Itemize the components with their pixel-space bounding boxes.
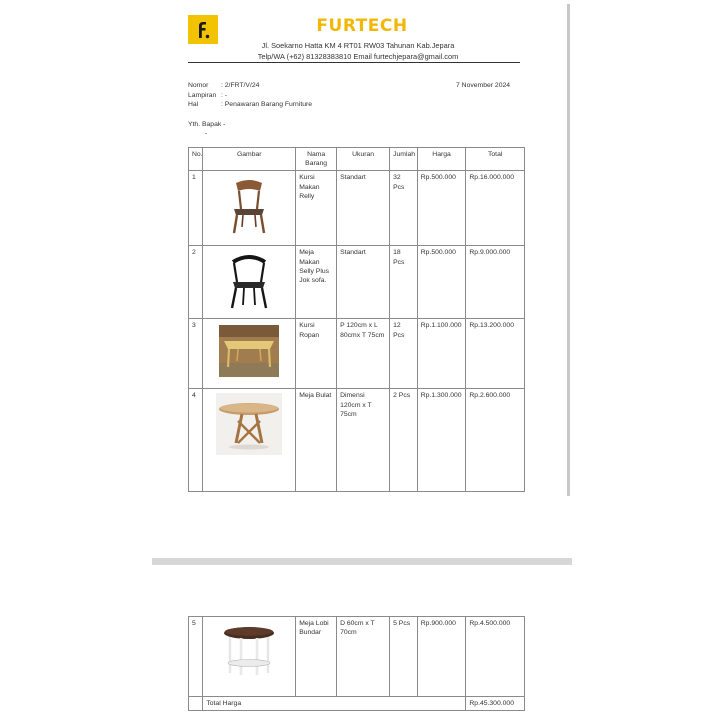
row-total: Rp.13.200.000 [466, 319, 525, 389]
row-qty: 5 Pcs [390, 617, 418, 697]
wooden-chair-icon [219, 175, 279, 237]
nomor-line [188, 82, 259, 89]
row-name: Meja Makan Selly Plus Jok sofa. [296, 246, 337, 319]
row-image [203, 246, 296, 319]
company-address: Jl. Soekarno Hatta KM 4 RT01 RW03 Tahunan Kab.Jepara [261, 41, 455, 50]
row-image [203, 171, 296, 246]
header-size: Ukuran [337, 148, 390, 171]
row-price: Rp.500.000 [417, 246, 466, 319]
row-total: Rp.4.500.000 [466, 617, 525, 697]
header-image: Gambar [203, 148, 296, 171]
row-size: P 120cm x L 80cmx T 75cm [337, 319, 390, 389]
total-row-blank [189, 697, 203, 711]
row-price: Rp.1.100.000 [417, 319, 466, 389]
teak-table-icon [218, 323, 280, 379]
row-price: Rp.1.300.000 [417, 389, 466, 492]
table-row [189, 617, 525, 697]
row-qty: 32 Pcs [390, 171, 418, 246]
offer-table [188, 147, 525, 492]
table-row [189, 389, 525, 492]
greeting-dash: - [205, 130, 208, 137]
row-image [203, 617, 296, 697]
page-divider [152, 558, 572, 565]
furtech-logo-icon [188, 15, 218, 44]
nomor-label: Nomor [188, 82, 209, 89]
row-name: Meja Lobi Bundar [296, 617, 337, 697]
hal-line [188, 101, 312, 108]
row-image [203, 389, 296, 492]
nomor-value: : 2/FRT/V/24 [221, 82, 260, 89]
row-size: D 60cm x T 70cm [337, 617, 390, 697]
row-total: Rp.2.600.000 [466, 389, 525, 492]
header-total: Total [466, 148, 525, 171]
table-row [189, 246, 525, 319]
black-chair-icon [219, 250, 279, 312]
row-qty: 2 Pcs [390, 389, 418, 492]
header-name: Nama Barang [296, 148, 337, 171]
header-qty: Jumlah [390, 148, 418, 171]
furtech-logo [188, 15, 218, 44]
round-table-icon [216, 393, 282, 455]
greeting: Yth. Bapak - [188, 121, 226, 128]
offer-table-continued [188, 616, 525, 711]
row-qty: 12 Pcs [390, 319, 418, 389]
row-price: Rp.500.000 [417, 171, 466, 246]
table-row [189, 171, 525, 246]
row-size: Standart [337, 246, 390, 319]
row-size: Standart [337, 171, 390, 246]
lobby-table-icon [221, 621, 277, 683]
company-contact: Telp/WA (+62) 81328383810 Email furtechjepara@gmail.com [257, 52, 459, 61]
letter-date: 7 November 2024 [456, 82, 511, 89]
row-name: Meja Bulat [296, 389, 337, 492]
row-no: 2 [189, 246, 203, 319]
row-size: Dimensi 120cm x T 75cm [337, 389, 390, 492]
grand-total: Rp.45.300.000 [466, 697, 525, 711]
table-row [189, 319, 525, 389]
table-header-row [189, 148, 525, 171]
row-price: Rp.900.000 [417, 617, 466, 697]
lampiran-line [188, 92, 227, 99]
lampiran-value: : - [221, 92, 228, 99]
hal-value: : Penawaran Barang Furniture [221, 101, 313, 108]
company-name: FURTECH [316, 16, 408, 36]
row-image [203, 319, 296, 389]
row-no: 3 [189, 319, 203, 389]
row-total: Rp.16.000.000 [466, 171, 525, 246]
row-name: Kursi Makan Relly [296, 171, 337, 246]
row-no: 1 [189, 171, 203, 246]
row-qty: 18 Pcs [390, 246, 418, 319]
row-no: 5 [189, 617, 203, 697]
row-name: Kursi Ropan [296, 319, 337, 389]
total-label: Total Harga [203, 697, 466, 711]
row-total: Rp.9.000.000 [466, 246, 525, 319]
hal-label: Hal [188, 101, 199, 108]
header-price: Harga [417, 148, 466, 171]
header-no: No. [189, 148, 203, 171]
lampiran-label: Lampiran [188, 92, 217, 99]
total-row [189, 697, 525, 711]
row-no: 4 [189, 389, 203, 492]
page-edge-shadow [567, 4, 570, 496]
header-divider [188, 62, 520, 63]
